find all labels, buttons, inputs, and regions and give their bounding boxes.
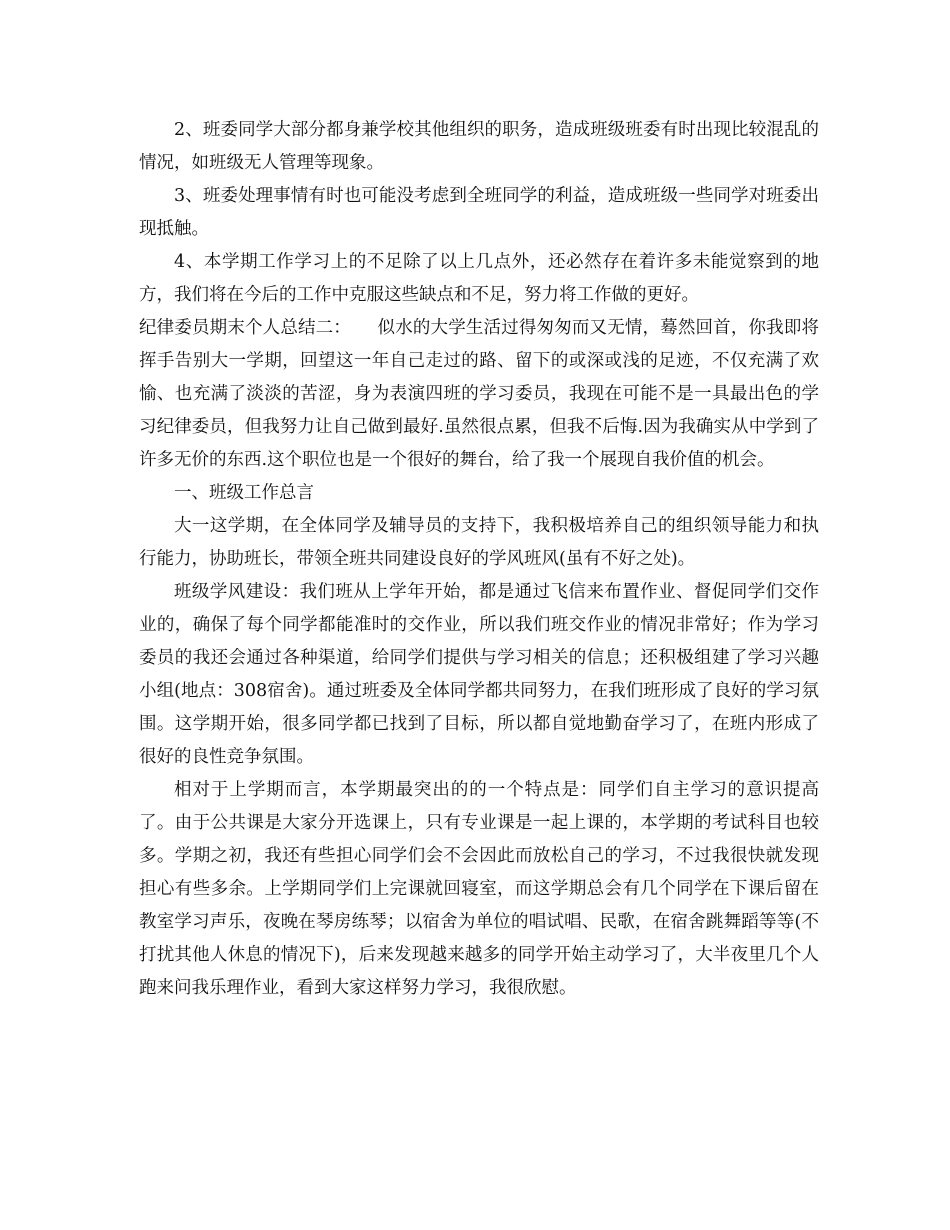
section-heading-class-work: 一、班级工作总言 (174, 483, 314, 503)
paragraph-summary-two-intro: 纪律委员期末个人总结二： 似水的大学生活过得匆匆而又无情，蓦然回首，你我即将挥手告别大一学期，回望这一年自己走过的路、留下的或深或浅的足迹，不仅充满了欢愉、也充满了淡淡的苦涩，身为表演四班的学习委员，我现在可能不是一具最出色的学习纪律委员，但我努力让自己做到最好.虽然很点累，但我不后悔.因为我确实从中学到了许多无价的东西.这个职位也是一个很好的舞台，给了我一个展现自我价值的机会。 (139, 318, 819, 470)
paragraph-point-2: 2、班委同学大部分都身兼学校其他组织的职务，造成班级班委有时出现比较混乱的情况，如班级无人管理等现象。 (139, 120, 819, 173)
paragraph-point-4: 4、本学期工作学习上的不足除了以上几点外，还必然存在着许多未能觉察到的地方，我们将在今后的工作中克服这些缺点和不足，努力将工作做的更好。 (139, 252, 819, 305)
paragraph-point-3: 3、班委处理事情有时也可能没考虑到全班同学的利益，造成班级一些同学对班委出现抵触。 (139, 186, 819, 239)
document-page (139, 114, 819, 1005)
paragraph-self-study: 相对于上学期而言，本学期最突出的的一个特点是：同学们自主学习的意识提高了。由于公共课是大家分开选课上，只有专业课是一起上课的，本学期的考试科目也较多。学期之初，我还有些担心同学们会不会因此而放松自己的学习，不过我很快就发现担心有些多余。上学期同学们上完课就回寝室，而这学期总会有几个同学在下课后留在教室学习声乐，夜晚在琴房练琴；以宿舍为单位的唱试唱、民歌，在宿舍跳舞蹈等等(不打扰其他人休息的情况下)，后来发现越来越多的同学开始主动学习了，大半夜里几个人跑来问我乐理作业，看到大家这样努力学习，我很欣慰。 (139, 780, 819, 998)
paragraph-study-atmosphere: 班级学风建设：我们班从上学年开始，都是通过飞信来布置作业、督促同学们交作业的，确保了每个同学都能准时的交作业，所以我们班交作业的情况非常好；作为学习委员的我还会通过各种渠道，给同学们提供与学习相关的信息；还积极组建了学习兴趣小组(地点：308宿舍)。通过班委及全体同学都共同努力，在我们班形成了良好的学习氛围。这学期开始，很多同学都已找到了目标，所以都自觉地勤奋学习了，在班内形成了很好的良性竞争氛围。 (139, 582, 819, 767)
paragraph-semester-overview: 大一这学期，在全体同学及辅导员的支持下，我积极培养自己的组织领导能力和执行能力，协助班长，带领全班共同建设良好的学风班风(虽有不好之处)。 (139, 516, 819, 569)
